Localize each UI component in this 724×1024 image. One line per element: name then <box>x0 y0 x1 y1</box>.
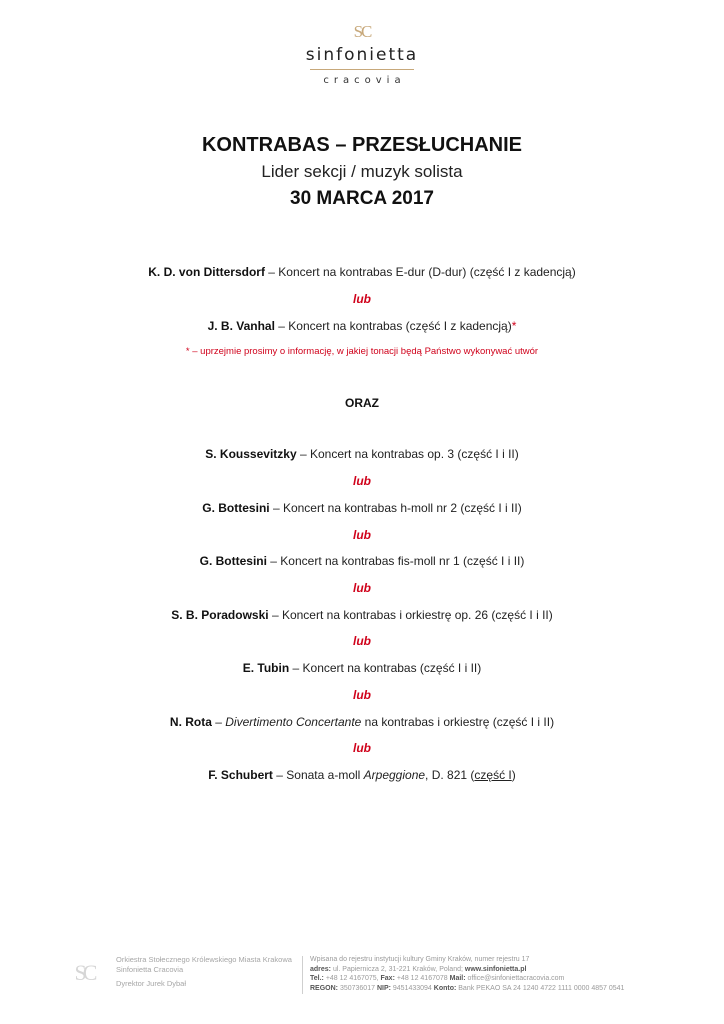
logo-divider <box>310 69 414 70</box>
repertoire-item-poradowski <box>0 607 724 623</box>
composer-name: G. Bottesini <box>202 501 270 515</box>
or-label: lub <box>353 688 371 702</box>
composer-name: N. Rota <box>169 715 212 729</box>
logo-name: sinfonietta <box>305 45 419 65</box>
footer-email-link[interactable]: office@sinfoniettacracovia.com <box>465 975 565 982</box>
logo-monogram: SC <box>353 22 371 41</box>
sinfonietta-logo <box>0 22 724 88</box>
repertoire-item-schubert <box>0 767 724 783</box>
repertoire-item-bottesini-1 <box>0 553 724 569</box>
work-title: – Sonata a-moll <box>272 768 364 782</box>
work-title: – Koncert na kontrabas h-moll nr 2 (część I i II) <box>269 501 522 515</box>
or-label: lub <box>353 528 371 542</box>
logo-city: cracovia <box>323 75 406 86</box>
composer-name: G. Bottesini <box>199 554 267 568</box>
asterisk-mark: * <box>511 319 517 333</box>
work-title: – Koncert na kontrabas op. 3 (część I i II) <box>296 447 519 461</box>
dash: – <box>211 715 226 729</box>
composer-name: J. B. Vanhal <box>207 319 275 333</box>
footer-address-line: adres: ul. Papiernicza 2, 31-221 Kraków, Poland; www.sinfonietta.pl <box>310 965 527 973</box>
footer-contact-info <box>310 955 670 993</box>
or-label: lub <box>353 634 371 648</box>
repertoire-item-dittersdorf <box>0 264 724 280</box>
composer-name: S. B. Poradowski <box>171 608 269 622</box>
tonality-note: * – uprzejmie prosimy o informację, w jakiej tonacji będą Państwo wykonywać utwór <box>185 346 539 357</box>
composer-name: S. Koussevitzky <box>205 447 297 461</box>
footer-registry: Wpisana do rejestru instytucji kultury Gminy Kraków, numer rejestru 17 <box>310 956 530 963</box>
repertoire-item-rota <box>0 714 724 730</box>
title-block <box>0 132 724 212</box>
work-title: – Koncert na kontrabas fis-moll nr 1 (część I i II) <box>266 554 525 568</box>
work-title-italic: Arpeggione <box>363 768 426 782</box>
footer-org-name: Orkiestra Stołecznego Królewskiego Miasta Krakowa <box>116 955 292 964</box>
composer-name: E. Tubin <box>242 661 290 675</box>
footer-org-info <box>116 955 306 989</box>
footer-divider <box>302 956 303 994</box>
work-title: – Koncert na kontrabas (część I z kadencją) <box>274 319 512 333</box>
work-movement-underlined: część I <box>474 768 512 782</box>
audition-date: 30 MARCA 2017 <box>290 188 434 209</box>
footer-org-short: Sinfonietta Cracovia <box>116 964 184 974</box>
work-title-close: ) <box>511 768 516 782</box>
footer-monogram: SC <box>74 960 94 985</box>
work-title: – Koncert na kontrabas i orkiestrę op. 26 (część I i II) <box>268 608 553 622</box>
repertoire-item-vanhal <box>0 318 724 334</box>
repertoire-item-koussevitzky <box>0 446 724 462</box>
repertoire-item-bottesini-2 <box>0 500 724 516</box>
work-title: na kontrabas i orkiestrę (część I i II) <box>361 715 555 729</box>
or-label: lub <box>353 474 371 488</box>
or-label: lub <box>353 741 371 755</box>
or-label: lub <box>353 292 371 306</box>
footer-phone-line: Tel.: +48 12 4167075, Fax: +48 12 4167078 Mail: office@sinfoniettacracovia.com <box>310 975 565 982</box>
oraz-label: ORAZ <box>345 396 379 410</box>
repertoire-item-tubin <box>0 660 724 676</box>
footer-director: Dyrektor Jurek Dybał <box>116 979 187 988</box>
page-title: KONTRABAS – PRZESŁUCHANIE <box>201 134 523 156</box>
or-label: lub <box>353 581 371 595</box>
composer-name: F. Schubert <box>208 768 273 782</box>
composer-name: K. D. von Dittersdorf <box>148 265 265 279</box>
work-title: – Koncert na kontrabas E-dur (D-dur) (część I z kadencją) <box>264 265 576 279</box>
footer-bank-line: REGON: 350736017 NIP: 9451433094 Konto: Bank PEKAO SA 24 1240 4722 1111 0000 4857 0541 <box>310 984 625 992</box>
work-title-italic: Divertimento Concertante <box>225 715 362 729</box>
footer-website-link[interactable]: www.sinfonietta.pl <box>464 965 527 973</box>
page-subtitle: Lider sekcji / muzyk solista <box>261 162 463 181</box>
page-footer <box>66 955 666 995</box>
work-title: – Koncert na kontrabas (część I i II) <box>289 661 482 675</box>
work-title-cont: , D. 821 ( <box>425 768 475 782</box>
